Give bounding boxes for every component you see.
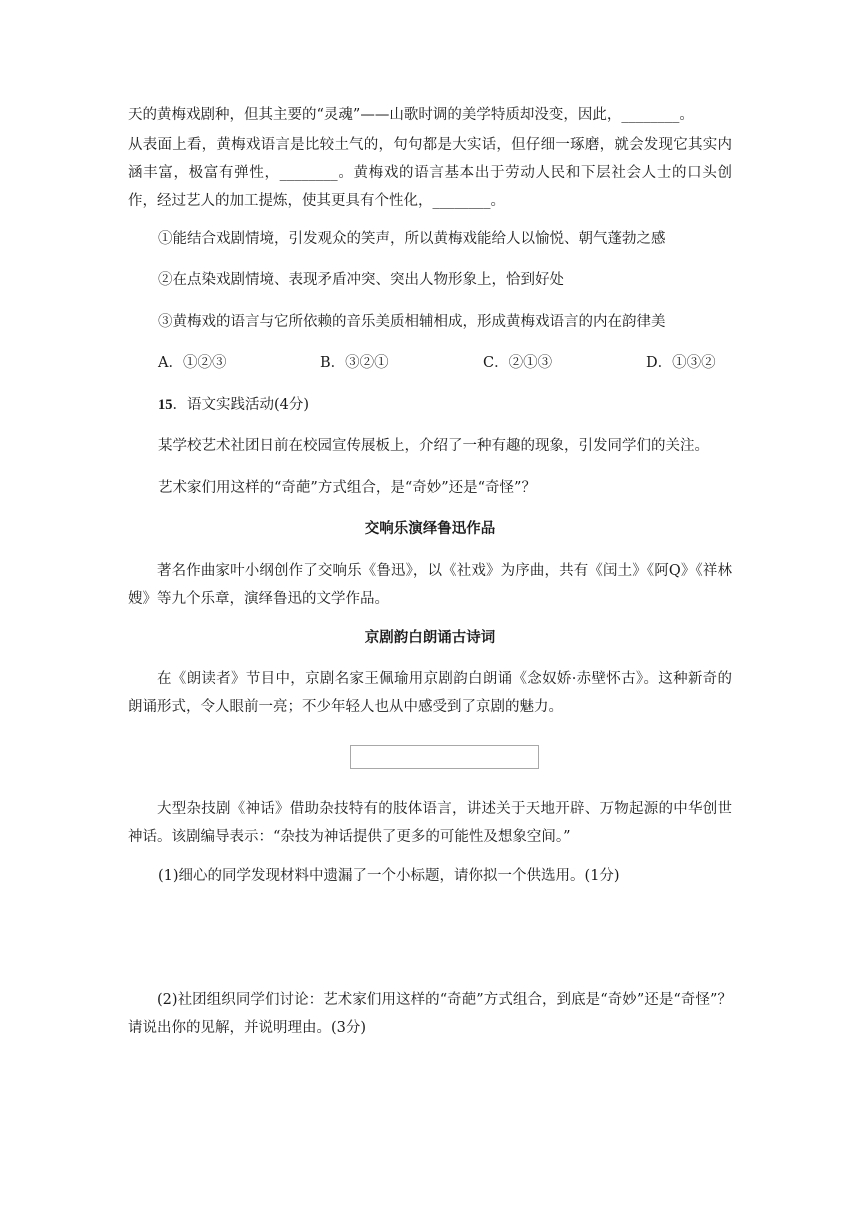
section-1-title: 交响乐演绎鲁迅作品 [364,521,496,537]
question-15-header [158,395,309,415]
choice-3: ③黄梅戏的语言与它所依赖的音乐美质相辅相成，形成黄梅戏语言的内在韵律美 [158,314,666,330]
choice-2: ②在点染戏剧情境、表现矛盾冲突、突出人物形象上，恰到好处 [158,272,564,288]
question-lead: 艺术家们用这样的“奇葩”方式组合，是“奇妙”还是“奇怪”？ [158,480,536,496]
section-2-text: 在《朗读者》节目中，京剧名家王佩瑜用京剧韵白朗诵《念奴娇·赤壁怀古》。这种新奇的朗诵形式，令人眼前一亮；不少年轻人也从中感受到了京剧的魅力。 [128,671,732,715]
passage-line-1: 天的黄梅戏剧种，但其主要的“灵魂”——山歌时调的美学特质却没变，因此，________。 [128,107,694,123]
option-b: B．③②① [320,355,389,371]
sub-question-2: (2)社团组织同学们讨论：艺术家们用这样的“奇葩”方式组合，到底是“奇妙”还是“奇怪”？请说出你的见解，并说明理由。(3分) [128,992,732,1036]
section-1-text: 著名作曲家叶小纲创作了交响乐《鲁迅》，以《社戏》为序曲，共有《闰土》《阿Q》《祥林嫂》等九个乐章，演绎鲁迅的文学作品。 [128,563,732,607]
option-a: A．①②③ [158,355,227,371]
section-3-text: 大型杂技剧《神话》借助杂技特有的肢体语言，讲述关于天地开辟、万物起源的中华创世神话。该剧编导表示：“杂技为神话提供了更多的可能性及想象空间。” [128,801,732,845]
sub-question-1: (1)细心的同学发现材料中遗漏了一个小标题，请你拟一个供选用。(1分) [158,868,620,884]
missing-title-box [350,745,539,769]
question-title: ．语文实践活动(4分) [172,397,310,413]
section-2-title: 京剧韵白朗诵古诗词 [364,630,496,646]
option-c: C．②①③ [483,355,553,371]
question-number: 15 [158,397,173,413]
passage-paragraph: 从表面上看，黄梅戏语言是比较土气的，句句都是大实话，但仔细一琢磨，就会发现它其实内涵丰富，极富有弹性，________。黄梅戏的语言基本出于劳动人民和下层社会人士的口头创作，经过艺人的加工提炼，使其更具有个性化，________。 [128,137,732,209]
choice-1: ①能结合戏剧情境，引发观众的笑声，所以黄梅戏能给人以愉悦、朝气蓬勃之感 [158,231,666,247]
option-d: D．①③② [646,355,716,371]
question-intro: 某学校艺术社团日前在校园宣传展板上，介绍了一种有趣的现象，引发同学们的关注。 [158,438,709,454]
